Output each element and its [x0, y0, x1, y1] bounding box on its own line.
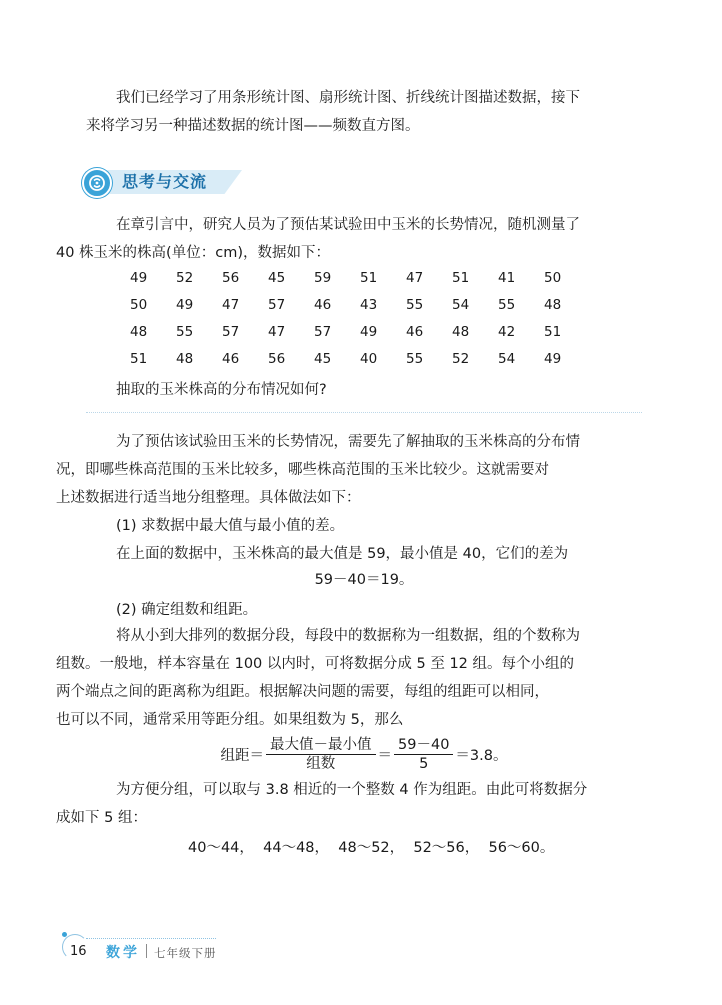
problem-line-1: 在章引言中，研究人员为了预估某试验田中玉米的长势情况，随机测量了	[116, 217, 580, 233]
data-cell: 57	[268, 297, 286, 313]
data-cell: 52	[176, 270, 194, 286]
question-text: 抽取的玉米株高的分布情况如何?	[116, 382, 327, 398]
data-cell: 51	[452, 270, 470, 286]
data-cell: 49	[544, 351, 562, 367]
footer-grade: 七年级下册	[154, 946, 217, 960]
data-row	[130, 295, 590, 322]
data-cell: 48	[452, 324, 470, 340]
group-intervals: 40～44， 44～48， 48～52， 52～56， 56～60。	[188, 840, 555, 856]
fraction-numerator: 59－40	[394, 736, 453, 755]
data-cell: 55	[176, 324, 194, 340]
data-cell: 51	[544, 324, 562, 340]
data-cell: 57	[314, 324, 332, 340]
fraction-numerator: 最大值－最小值	[266, 736, 376, 755]
data-cell: 49	[360, 324, 378, 340]
problem-line-2: 40 株玉米的株高(单位：cm)，数据如下：	[56, 245, 330, 261]
data-cell: 49	[130, 270, 148, 286]
data-cell: 45	[268, 270, 286, 286]
formula-lhs: 组距＝	[220, 747, 265, 764]
explain-paragraph	[56, 428, 642, 512]
data-cell: 49	[176, 297, 194, 313]
section-title: 思考与交流	[122, 172, 208, 191]
explain-line-3: 上述数据进行适当地分组整理。具体做法如下：	[56, 490, 361, 506]
step2-line-2: 组数。一般地，样本容量在 100 以内时，可将数据分成 5 至 12 组。每个小组的	[56, 656, 575, 672]
formula-result: ＝3.8。	[455, 747, 508, 764]
step1-title: (1) 求数据中最大值与最小值的差。	[116, 518, 345, 534]
discussion-icon	[82, 168, 112, 198]
step2-title: (2) 确定组数和组距。	[116, 602, 258, 618]
footer-separator	[146, 944, 147, 958]
data-cell: 50	[544, 270, 562, 286]
step2-paragraph	[56, 622, 642, 734]
data-cell: 51	[360, 270, 378, 286]
data-cell: 46	[406, 324, 424, 340]
data-cell: 59	[314, 270, 332, 286]
problem-paragraph	[56, 211, 642, 267]
data-cell: 55	[406, 297, 424, 313]
step2-line-4: 也可以不同，通常采用等距分组。如果组数为 5，那么	[56, 712, 404, 728]
step1-text: 在上面的数据中，玉米株高的最大值是 59，最小值是 40，它们的差为	[116, 546, 569, 562]
data-cell: 47	[406, 270, 424, 286]
data-cell: 50	[130, 297, 148, 313]
data-cell: 56	[222, 270, 240, 286]
data-cell: 55	[498, 297, 516, 313]
data-cell: 42	[498, 324, 516, 340]
section-heading	[82, 168, 242, 196]
footer-subject: 数学	[106, 945, 140, 961]
data-cell: 55	[406, 351, 424, 367]
data-cell: 54	[498, 351, 516, 367]
step2-line-3: 两个端点之间的距离称为组距。根据解决问题的需要，每组的组距可以相同，	[56, 684, 549, 700]
data-cell: 40	[360, 351, 378, 367]
data-cell: 51	[130, 351, 148, 367]
data-cell: 46	[222, 351, 240, 367]
intro-line-2: 来将学习另一种描述数据的统计图——频数直方图。	[86, 118, 420, 134]
intro-line-1: 我们已经学习了用条形统计图、扇形统计图、折线统计图描述数据，接下	[116, 90, 580, 106]
footer-rule	[86, 938, 216, 939]
data-cell: 48	[176, 351, 194, 367]
data-row	[130, 349, 590, 376]
formula-equals: ＝	[377, 747, 393, 764]
explain-line-1: 为了预估该试验田玉米的长势情况，需要先了解抽取的玉米株高的分布情	[116, 434, 580, 450]
data-cell: 43	[360, 297, 378, 313]
data-cell: 41	[498, 270, 516, 286]
fraction-denominator: 5	[419, 755, 429, 772]
fraction-denominator: 组数	[306, 755, 336, 772]
step2-line-1: 将从小到大排列的数据分段，每段中的数据称为一组数据，组的个数称为	[116, 628, 580, 644]
data-cell: 47	[268, 324, 286, 340]
data-row	[130, 322, 590, 349]
explain-line-2: 况，即哪些株高范围的玉米比较多，哪些株高范围的玉米比较少。这就需要对	[56, 462, 549, 478]
class-width-formula	[86, 734, 642, 774]
data-cell: 57	[222, 324, 240, 340]
corn-height-data-table	[130, 268, 590, 376]
data-cell: 56	[268, 351, 286, 367]
grouping-line-1: 为方便分组，可以取与 3.8 相近的一个整数 4 作为组距。由此可将数据分	[116, 782, 588, 798]
section-divider	[86, 412, 642, 413]
data-cell: 46	[314, 297, 332, 313]
grouping-line-2: 成如下 5 组：	[56, 810, 147, 826]
step1-equation: 59－40＝19。	[314, 572, 414, 588]
data-cell: 48	[544, 297, 562, 313]
data-cell: 54	[452, 297, 470, 313]
formula-fraction-words	[266, 736, 376, 773]
data-cell: 48	[130, 324, 148, 340]
grouping-paragraph	[56, 776, 642, 832]
data-cell: 47	[222, 297, 240, 313]
data-cell: 52	[452, 351, 470, 367]
data-cell: 45	[314, 351, 332, 367]
intro-paragraph	[86, 84, 642, 140]
footer-dot	[62, 932, 67, 937]
page-number: 16	[70, 944, 87, 959]
data-row	[130, 268, 590, 295]
formula-fraction-numbers	[394, 736, 453, 773]
